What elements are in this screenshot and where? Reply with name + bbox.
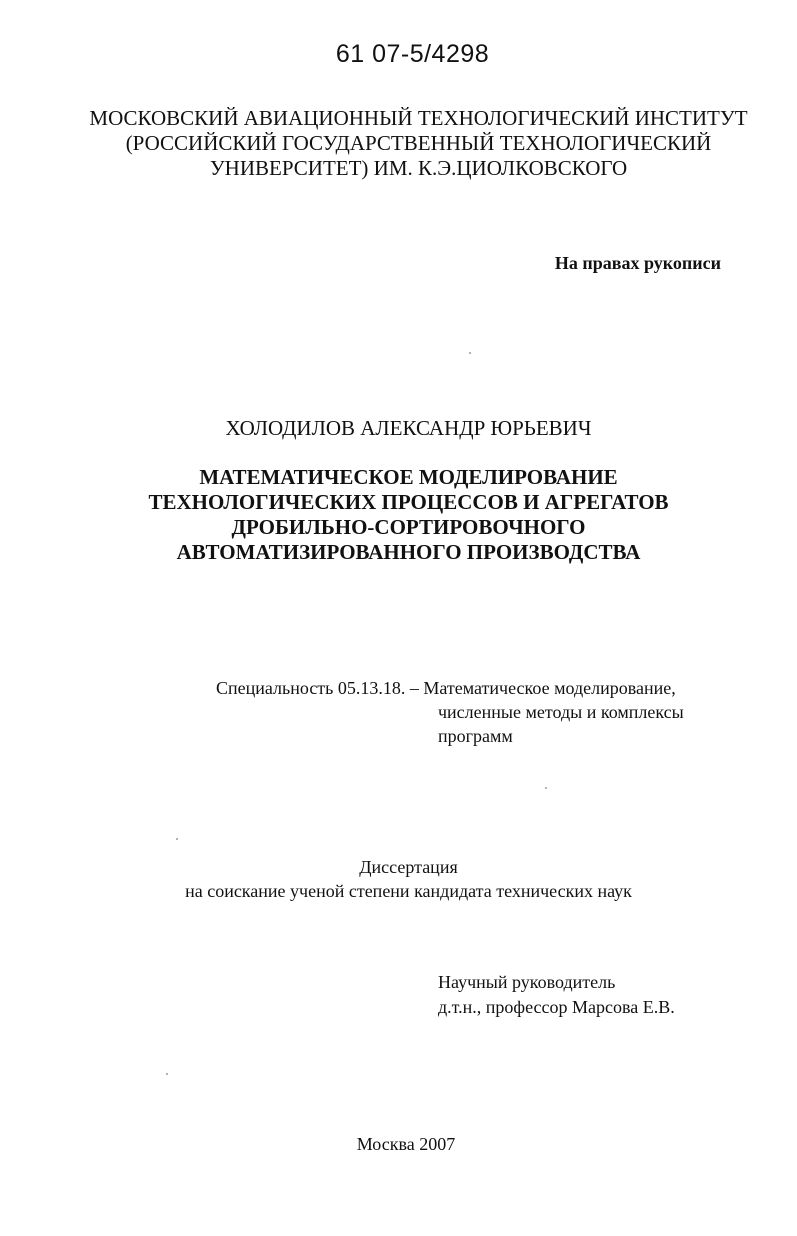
supervisor-role: Научный руководитель xyxy=(438,972,616,992)
title-line-2: ТЕХНОЛОГИЧЕСКИХ ПРОЦЕССОВ И АГРЕГАТОВ xyxy=(148,490,669,514)
institute-line-1: МОСКОВСКИЙ АВИАЦИОННЫЙ ТЕХНОЛОГИЧЕСКИЙ ИНСТИТУТ xyxy=(89,106,748,130)
dissertation-title xyxy=(0,465,797,565)
specialty-continuation-2: программ xyxy=(438,726,513,746)
archive-stamp-number: 61 07-5/4298 xyxy=(335,40,490,68)
supervisor-block xyxy=(438,970,675,1020)
scan-speck xyxy=(176,838,178,840)
institute-line-3: УНИВЕРСИТЕТ) ИМ. К.Э.ЦИОЛКОВСКОГО xyxy=(209,156,628,180)
title-line-1: МАТЕМАТИЧЕСКОЕ МОДЕЛИРОВАНИЕ xyxy=(199,465,618,489)
scan-speck xyxy=(545,787,547,789)
scan-speck xyxy=(166,1073,168,1075)
author-name: ХОЛОДИЛОВ АЛЕКСАНДР ЮРЬЕВИЧ xyxy=(225,416,592,440)
dissertation-heading: Диссертация xyxy=(359,857,458,877)
dissertation-purpose: на соискание ученой степени кандидата технических наук xyxy=(185,881,632,901)
title-line-4: АВТОМАТИЗИРОВАННОГО ПРОИЗВОДСТВА xyxy=(176,540,641,564)
institute-name xyxy=(60,106,777,181)
city-year: Москва 2007 xyxy=(356,1134,456,1154)
specialty-continuation-1: численные методы и комплексы xyxy=(438,702,684,722)
scan-speck xyxy=(469,352,471,354)
supervisor-name: д.т.н., профессор Марсова Е.В. xyxy=(438,997,675,1017)
institute-line-2: (РОССИЙСКИЙ ГОСУДАРСТВЕННЫЙ ТЕХНОЛОГИЧЕСКИЙ xyxy=(125,131,712,155)
title-line-3: ДРОБИЛЬНО-СОРТИРОВОЧНОГО xyxy=(231,515,586,539)
specialty-label: Специальность 05.13.18. – Математическое моделирование, xyxy=(216,678,676,698)
dissertation-block xyxy=(0,855,797,903)
specialty-block xyxy=(216,676,756,748)
manuscript-rights-note: На правах рукописи xyxy=(554,253,721,273)
